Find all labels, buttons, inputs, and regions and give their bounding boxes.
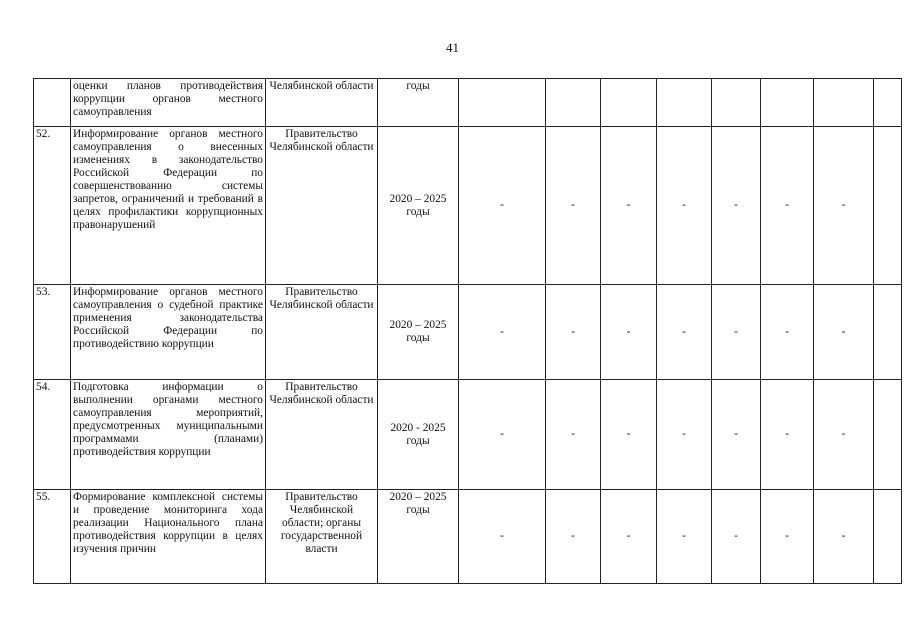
responsible-org: Правительство Челябинской области; органы государственной власти <box>266 490 378 584</box>
responsible-org: Правительство Челябинской области <box>266 127 378 285</box>
measure-name: оценки планов противодействия коррупции органов местного самоуправления <box>71 79 266 127</box>
table-row <box>34 127 902 285</box>
value-cell: - <box>657 127 712 285</box>
value-cell: - <box>712 380 761 490</box>
value-cell: - <box>814 380 874 490</box>
value-cell: - <box>761 490 814 584</box>
value-cell: - <box>601 127 657 285</box>
measure-name: Информирование органов местного самоуправления о внесенных изменениях в законодательство Российской Федерации по совершенствованию системы запретов, ограничений и требований в целях профилактики коррупционных правонарушений <box>71 127 266 285</box>
value-cell: - <box>712 127 761 285</box>
value-cell: - <box>761 380 814 490</box>
measures-table <box>33 78 902 584</box>
value-cell: - <box>761 285 814 380</box>
value-cell: - <box>712 285 761 380</box>
value-cell <box>712 79 761 127</box>
value-cell <box>874 380 902 490</box>
value-cell: - <box>657 285 712 380</box>
value-cell: - <box>814 127 874 285</box>
row-number <box>34 79 71 127</box>
term-cell: годы <box>378 79 459 127</box>
table-row <box>34 79 902 127</box>
value-cell: - <box>814 285 874 380</box>
responsible-org: Правительство Челябинской области <box>266 285 378 380</box>
row-number: 55. <box>34 490 71 584</box>
table-row <box>34 490 902 584</box>
measure-name: Подготовка информации о выполнении органами местного самоуправления мероприятий, предусмотренных муниципальными программами (планами) противодействия коррупции <box>71 380 266 490</box>
value-cell <box>874 285 902 380</box>
term-cell: 2020 – 2025 годы <box>378 490 459 584</box>
value-cell: - <box>459 285 546 380</box>
value-cell: - <box>459 127 546 285</box>
table-row <box>34 285 902 380</box>
value-cell <box>874 79 902 127</box>
value-cell: - <box>814 490 874 584</box>
row-number: 54. <box>34 380 71 490</box>
measure-name: Формирование комплексной системы и проведение мониторинга хода реализации Национального плана противодействия коррупции в целях изучения причин <box>71 490 266 584</box>
value-cell <box>459 79 546 127</box>
row-number: 52. <box>34 127 71 285</box>
table-row <box>34 380 902 490</box>
value-cell: - <box>601 380 657 490</box>
value-cell: - <box>601 490 657 584</box>
value-cell <box>761 79 814 127</box>
value-cell: - <box>712 490 761 584</box>
value-cell: - <box>546 127 601 285</box>
value-cell <box>601 79 657 127</box>
value-cell: - <box>601 285 657 380</box>
value-cell: - <box>459 490 546 584</box>
value-cell: - <box>546 285 601 380</box>
value-cell <box>657 79 712 127</box>
term-cell: 2020 - 2025 годы <box>378 380 459 490</box>
value-cell: - <box>657 380 712 490</box>
responsible-org: Челябинской области <box>266 79 378 127</box>
measure-name: Информирование органов местного самоуправления о судебной практике применения законодательства Российской Федерации по противодействию коррупции <box>71 285 266 380</box>
value-cell <box>546 79 601 127</box>
value-cell: - <box>657 490 712 584</box>
value-cell <box>874 490 902 584</box>
value-cell <box>874 127 902 285</box>
value-cell <box>814 79 874 127</box>
row-number: 53. <box>34 285 71 380</box>
value-cell: - <box>546 380 601 490</box>
term-cell: 2020 – 2025 годы <box>378 285 459 380</box>
term-cell: 2020 – 2025 годы <box>378 127 459 285</box>
page-number: 41 <box>446 40 459 55</box>
responsible-org: Правительство Челябинской области <box>266 380 378 490</box>
value-cell: - <box>459 380 546 490</box>
value-cell: - <box>761 127 814 285</box>
value-cell: - <box>546 490 601 584</box>
